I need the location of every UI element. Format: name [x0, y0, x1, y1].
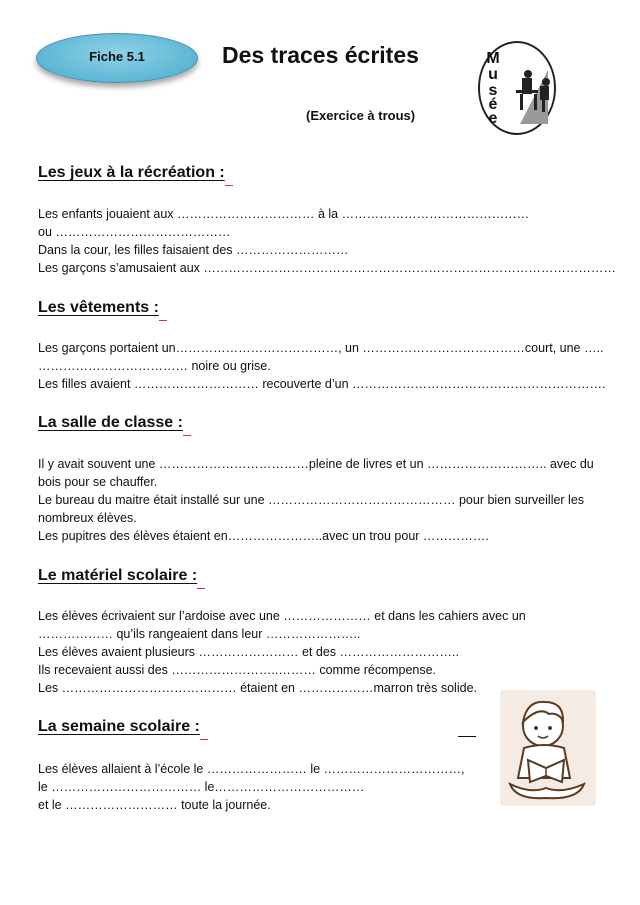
- exercise-line: et le ……………………… toute la journée.: [38, 798, 271, 812]
- exercise-line: Ils recevaient aussi des ……………………..……… comme récompense.: [38, 663, 437, 677]
- logo-letter-e-accent: é: [488, 96, 498, 113]
- reading-child-illustration: [498, 688, 598, 808]
- exercise-line: Les garçons portaient un…………………………………, un …………………………………court, une …..: [38, 341, 604, 355]
- logo-letter-s: s: [488, 82, 498, 99]
- logo-letter-e: e: [488, 110, 498, 127]
- exercise-line: Les élèves avaient plusieurs …………………… et des ………………………..: [38, 645, 459, 659]
- exercise-line: Les élèves allaient à l’école le …………………… le ……………………………,: [38, 762, 465, 776]
- exercise-line: Les filles avaient ………………………… recouverte d’un …………………………………………………….: [38, 377, 606, 391]
- exercise-line: Les …………………………………… étaient en ………………marron très solide.: [38, 681, 477, 695]
- short-rule: [458, 736, 476, 737]
- section-heading-recreation: Les jeux à la récréation :: [38, 164, 225, 181]
- logo-letter-u: u: [488, 66, 498, 83]
- fiche-badge: [36, 33, 198, 83]
- exercise-line: Dans la cour, les filles faisaient des ………………………: [38, 243, 349, 257]
- exercise-line: Le bureau du maitre était installé sur une ……………………………………… pour bien surveiller les: [38, 493, 585, 507]
- section-heading-materiel-scolaire: Le matériel scolaire :: [38, 567, 198, 584]
- exercise-line: ou ……………………………………: [38, 225, 231, 239]
- section-heading-semaine-scolaire: La semaine scolaire :: [38, 718, 200, 735]
- exercise-line: Les garçons s’amusaient aux ………………………………………………………………………………………: [38, 261, 616, 275]
- exercise-line: Les pupitres des élèves étaient en…………………..avec un trou pour …………….: [38, 529, 489, 543]
- exercise-line: ……………… qu’ils rangeaient dans leur …………………..: [38, 627, 361, 641]
- page-subtitle: (Exercice à trous): [306, 108, 416, 123]
- exercise-line: le ……………………………… le………………………………: [38, 780, 365, 794]
- page-title: Des traces écrites: [222, 42, 419, 68]
- exercise-line: nombreux élèves.: [38, 511, 137, 525]
- exercise-line: Les élèves écrivaient sur l’ardoise avec une ………………… et dans les cahiers avec un: [38, 609, 526, 623]
- section-heading-salle-de-classe: La salle de classe :: [38, 414, 183, 431]
- exercise-line: Les enfants jouaient aux …………………………… à la ………………………………………: [38, 207, 530, 221]
- exercise-line: Il y avait souvent une ………………………………pleine de livres et un ……………………….. avec du: [38, 457, 594, 471]
- exercise-line: bois pour se chauffer.: [38, 475, 158, 489]
- logo-letter-m: M: [486, 50, 500, 67]
- section-heading-vetements: Les vêtements :: [38, 299, 159, 316]
- fiche-badge-label: Fiche 5.1: [89, 49, 145, 64]
- exercise-line: ……………………………… noire ou grise.: [38, 359, 271, 373]
